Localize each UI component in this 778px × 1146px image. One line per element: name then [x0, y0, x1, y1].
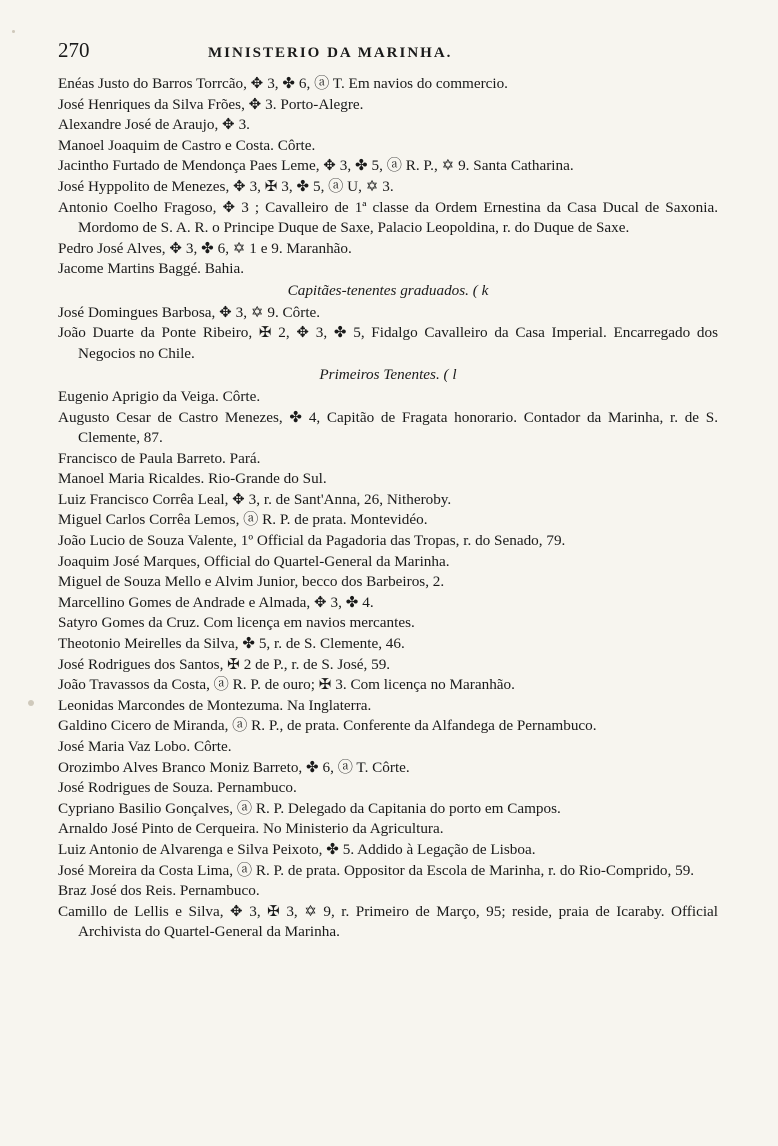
officer-entry: Augusto Cesar de Castro Menezes, ✤ 4, Capitão de Fragata honorario. Contador da Marinha, r. de S. Clemente, 87. — [58, 408, 718, 447]
officer-entry: Luiz Antonio de Alvarenga e Silva Peixoto, ✤ 5. Addido à Legação de Lisboa. — [58, 840, 536, 858]
officer-entry: Marcellino Gomes de Andrade e Almada, ✥ 3, ✤ 4. — [58, 593, 374, 611]
officer-entry: João Duarte da Ponte Ribeiro, ✠ 2, ✥ 3, ✤ 5, Fidalgo Cavalleiro da Casa Imperial. Encarregado dos Negocios no Chile. — [58, 324, 718, 362]
document-page — [58, 40, 718, 943]
page-header — [58, 40, 718, 70]
officer-entry: Camillo de Lellis e Silva, ✥ 3, ✠ 3, ✡ 9, r. Primeiro de Março, 95; reside, praia de Icaraby. Official Archivista do Quartel-General da Marinha. — [58, 902, 718, 941]
officer-entry: Jacome Martins Baggé. Bahia. — [58, 260, 244, 278]
officer-entry: José Moreira da Costa Lima, ⓐ R. P. de prata. Oppositor da Escola de Marinha, r. do Rio-Comprido, 59. — [58, 861, 695, 879]
officer-entry: Eugenio Aprigio da Veiga. Côrte. — [58, 387, 261, 405]
officer-entry: José Maria Vaz Lobo. Côrte. — [58, 738, 232, 755]
officer-entry: Antonio Coelho Fragoso, ✥ 3 ; Cavalleiro de 1ª classe da Ordem Ernestina da Casa Ducal de Saxonia. Mordomo de S. A. R. o Principe Duque de Saxe, Palacio Leopoldina, r. do Duque de Saxe. — [58, 198, 718, 237]
officer-entry: José Henriques da Silva Frões, ✥ 3. Porto-Alegre. — [58, 95, 364, 113]
officer-entry: Cypriano Basilio Gonçalves, ⓐ R. P. Delegado da Capitania do porto em Campos. — [58, 799, 561, 817]
officer-entry: Theotonio Meirelles da Silva, ✤ 5, r. de S. Clemente, 46. — [58, 635, 405, 653]
officer-entry: José Rodrigues de Souza. Pernambuco. — [58, 779, 297, 797]
officer-entry: Luiz Francisco Corrêa Leal, ✥ 3, r. de Sant'Anna, 26, Nitheroby. — [58, 490, 452, 508]
officer-entry: Manoel Joaquim de Castro e Costa. Côrte. — [58, 136, 316, 154]
officer-entry: Enéas Justo do Barros Torrcão, ✥ 3, ✤ 6, ⓐ T. Em navios do commercio. — [58, 75, 508, 92]
officer-entry: Pedro José Alves, ✥ 3, ✤ 6, ✡ 1 e 9. Maranhão. — [58, 239, 352, 257]
officer-entry: José Hyppolito de Menezes, ✥ 3, ✠ 3, ✤ 5, ⓐ U, ✡ 3. — [58, 177, 394, 195]
officer-entry: Leonidas Marcondes de Montezuma. Na Inglaterra. — [58, 696, 372, 714]
officer-entry: Arnaldo José Pinto de Cerqueira. No Ministerio da Agricultura. — [58, 820, 444, 838]
officer-entry: Joaquim José Marques, Official do Quartel-General da Marinha. — [58, 552, 450, 570]
officer-list-block-1 — [58, 74, 718, 280]
paper-speck — [28, 700, 34, 706]
officer-entry: João Travassos da Costa, ⓐ R. P. de ouro; ✠ 3. Com licença no Maranhão. — [58, 676, 515, 694]
running-head: MINISTERIO DA MARINHA. — [208, 45, 453, 61]
officer-entry: Miguel de Souza Mello e Alvim Junior, becco dos Barbeiros, 2. — [58, 573, 445, 591]
officer-list-block-3 — [58, 387, 718, 943]
officer-entry: Jacintho Furtado de Mendonça Paes Leme, ✥ 3, ✤ 5, ⓐ R. P., ✡ 9. Santa Catharina. — [58, 157, 574, 175]
officer-entry: Manoel Maria Ricaldes. Rio-Grande do Sul. — [58, 470, 327, 488]
section-heading-primeiros-tenentes: Primeiros Tenentes. ( l — [319, 366, 457, 384]
officer-entry: José Domingues Barbosa, ✥ 3, ✡ 9. Côrte. — [58, 303, 321, 321]
officer-entry: José Rodrigues dos Santos, ✠ 2 de P., r. de S. José, 59. — [58, 655, 391, 673]
officer-list-block-2 — [58, 303, 718, 365]
officer-entry: Alexandre José de Araujo, ✥ 3. — [58, 116, 250, 134]
officer-entry: Galdino Cicero de Miranda, ⓐ R. P., de prata. Conferente da Alfandega de Pernambuco. — [58, 717, 597, 735]
page-number: 270 — [58, 38, 90, 62]
officer-entry: João Lucio de Souza Valente, 1º Official da Pagadoria das Tropas, r. do Senado, 79. — [58, 532, 566, 550]
officer-entry: Braz José dos Reis. Pernambuco. — [58, 882, 260, 900]
officer-entry: Miguel Carlos Corrêa Lemos, ⓐ R. P. de prata. Montevidéo. — [58, 511, 428, 529]
paper-speck — [12, 30, 15, 33]
officer-entry: Satyro Gomes da Cruz. Com licença em navios mercantes. — [58, 614, 415, 632]
officer-entry: Francisco de Paula Barreto. Pará. — [58, 449, 261, 467]
officer-entry: Orozimbo Alves Branco Moniz Barreto, ✤ 6, ⓐ T. Côrte. — [58, 758, 410, 776]
section-heading-capitaes-tenentes: Capitães-tenentes graduados. ( k — [287, 281, 489, 299]
